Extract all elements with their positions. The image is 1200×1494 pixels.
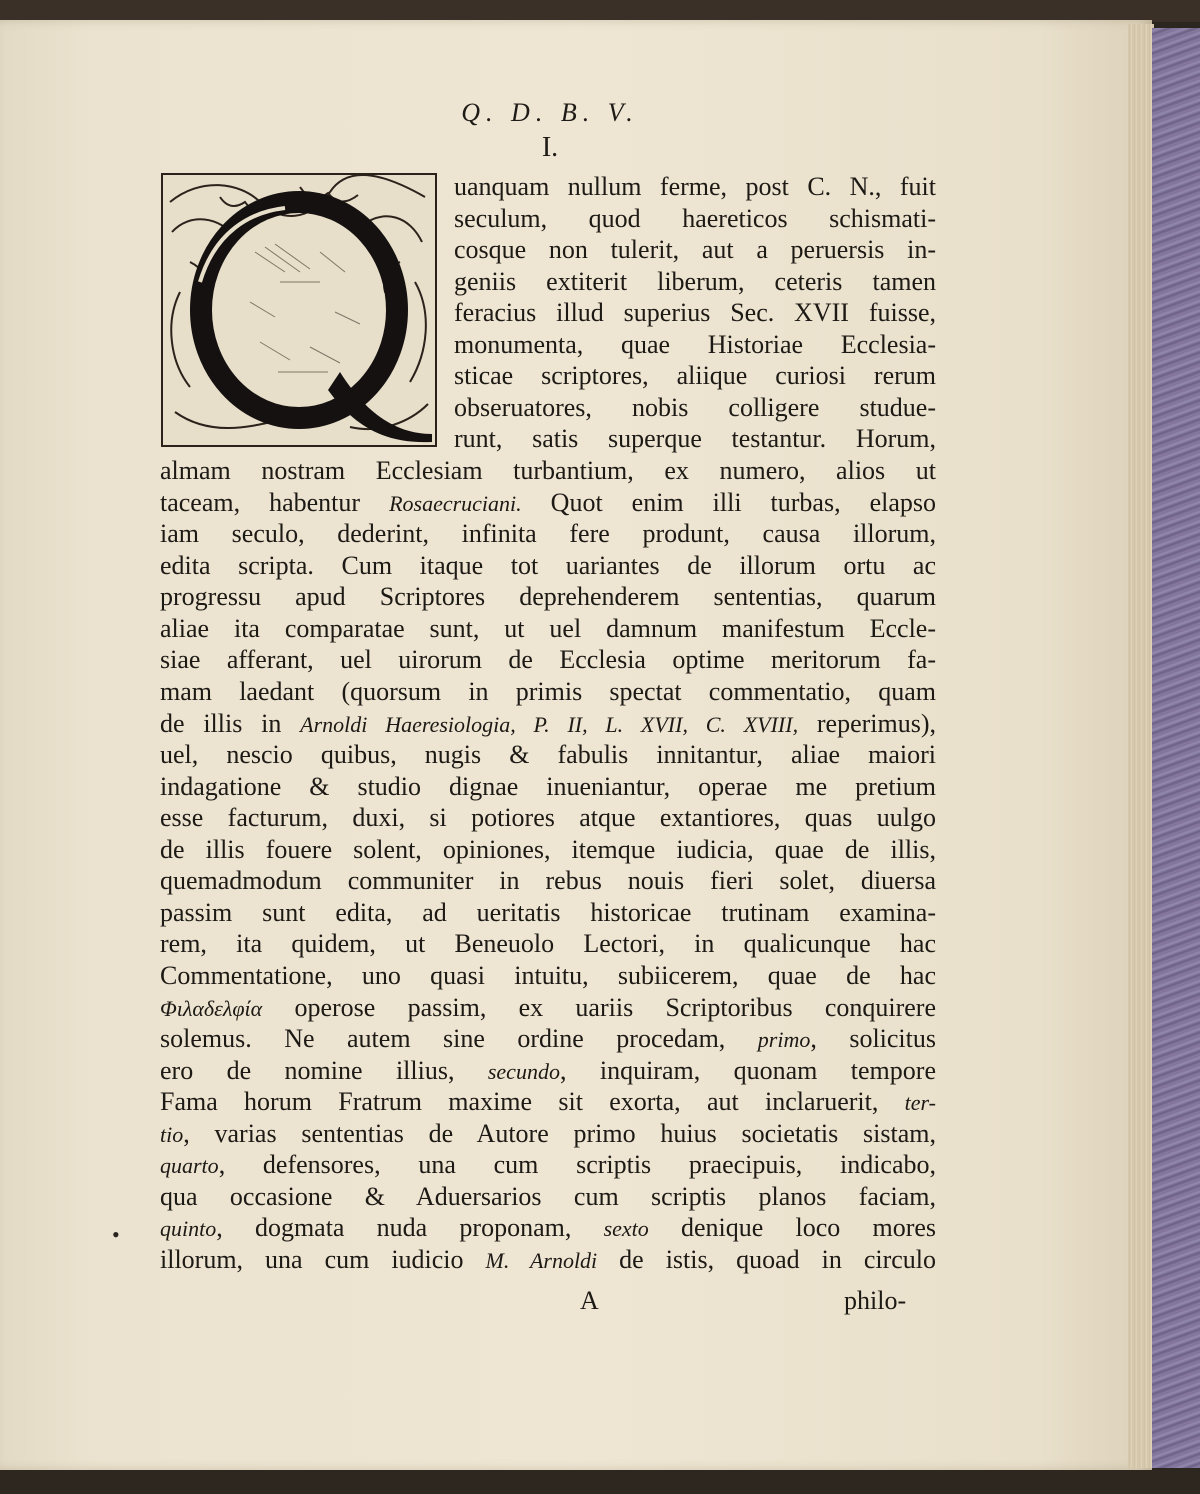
- book-cover-edge: [1152, 28, 1200, 1468]
- text-line-10: almam nostram Ecclesiam turbantium, ex numero, alios ut: [160, 456, 936, 485]
- page-heading: Q. D. B. V.: [461, 98, 639, 127]
- text-line-26: Commentatione, uno quasi intuitu, subiicerem, quae de hac: [160, 961, 936, 990]
- scan-bottom-edge: [0, 1470, 1200, 1494]
- text-line-7: sticae scriptores, aliique curiosi rerum: [454, 361, 936, 390]
- text-line-31: tio, varias sententias de Autore primo huius societatis sistam,: [160, 1119, 936, 1148]
- text-line-32: quarto, defensores, una cum scriptis praecipuis, indicabo,: [160, 1150, 936, 1179]
- text-line-24: passim sunt edita, ad ueritatis historicae trutinam examina-: [160, 898, 936, 927]
- decorated-initial-q: [160, 172, 438, 448]
- text-line-17: mam laedant (quorsum in primis spectat commentatio, quam: [160, 677, 936, 706]
- text-line-15: aliae ita comparatae sunt, ut uel damnum manifestum Eccle-: [160, 614, 936, 643]
- text-line-11: taceam, habentur Rosaecruciani. Quot enim illi turbas, elapso: [160, 488, 937, 517]
- text-line-27: Φιλαδελφία operose passim, ex uariis Scriptoribus conquirere: [160, 993, 937, 1022]
- scan-top-edge: [0, 0, 1200, 22]
- text-line-4: geniis extiterit liberum, ceteris tamen: [454, 267, 936, 296]
- text-line-21: esse facturum, duxi, si potiores atque extantiores, quas uulgo: [160, 803, 936, 832]
- text-line-22: de illis fouere solent, opiniones, itemque iudicia, quae de illis,: [160, 835, 936, 864]
- text-line-14: progressu apud Scriptores deprehenderem sententias, quarum: [160, 582, 936, 611]
- page-stack-edges: [1128, 24, 1154, 1468]
- text-line-28: solemus. Ne autem sine ordine procedam, primo, solicitus: [160, 1024, 936, 1053]
- text-line-33: qua occasione & Aduersarios cum scriptis planos faciam,: [160, 1182, 936, 1211]
- text-line-23: quemadmodum communiter in rebus nouis fieri solet, diuersa: [160, 866, 936, 895]
- catchword: philo-: [844, 1286, 907, 1315]
- text-line-16: siae afferant, uel uirorum de Ecclesia optime meritorum fa-: [160, 645, 936, 674]
- text-line-13: edita scripta. Cum itaque tot uariantes de illorum ortu ac: [160, 551, 936, 580]
- text-line-29: ero de nomine illius, secundo, inquiram, quonam tempore: [160, 1056, 936, 1085]
- signature-mark: A: [580, 1286, 599, 1315]
- text-line-1: uanquam nullum ferme, post C. N., fuit: [454, 172, 936, 201]
- text-line-20: indagatione & studio dignae inueniantur, operae me pretium: [160, 772, 936, 801]
- text-line-6: monumenta, quae Historiae Ecclesia-: [454, 330, 936, 359]
- text-line-12: iam seculo, dederint, infinita fere produnt, causa illorum,: [160, 519, 936, 548]
- text-line-18: de illis in Arnoldi Haeresiologia, P. II, L. XVII, C. XVIII, reperimus),: [160, 709, 936, 738]
- text-line-9: runt, satis superque testantur. Horum,: [454, 424, 936, 453]
- margin-mark: •: [112, 1222, 120, 1247]
- text-line-5: feracius illud superius Sec. XVII fuisse,: [454, 298, 936, 327]
- text-line-8: obseruatores, nobis colligere studue-: [454, 393, 936, 422]
- text-line-19: uel, nescio quibus, nugis & fabulis innitantur, aliae maiori: [160, 740, 936, 769]
- text-line-30: Fama horum Fratrum maxime sit exorta, aut inclaruerit, ter-: [160, 1087, 936, 1116]
- text-line-2: seculum, quod haereticos schismati-: [454, 204, 936, 233]
- text-line-35: illorum, una cum iudicio M. Arnoldi de istis, quoad in circulo: [160, 1245, 937, 1274]
- text-line-3: cosque non tulerit, aut a peruersis in-: [454, 235, 936, 264]
- text-line-25: rem, ita quidem, ut Beneuolo Lectori, in qualicunque hac: [160, 929, 936, 958]
- text-line-34: quinto, dogmata nuda proponam, sexto denique loco mores: [160, 1213, 937, 1242]
- section-number: I.: [541, 132, 559, 163]
- greek-word: Φιλαδελφία: [160, 996, 263, 1021]
